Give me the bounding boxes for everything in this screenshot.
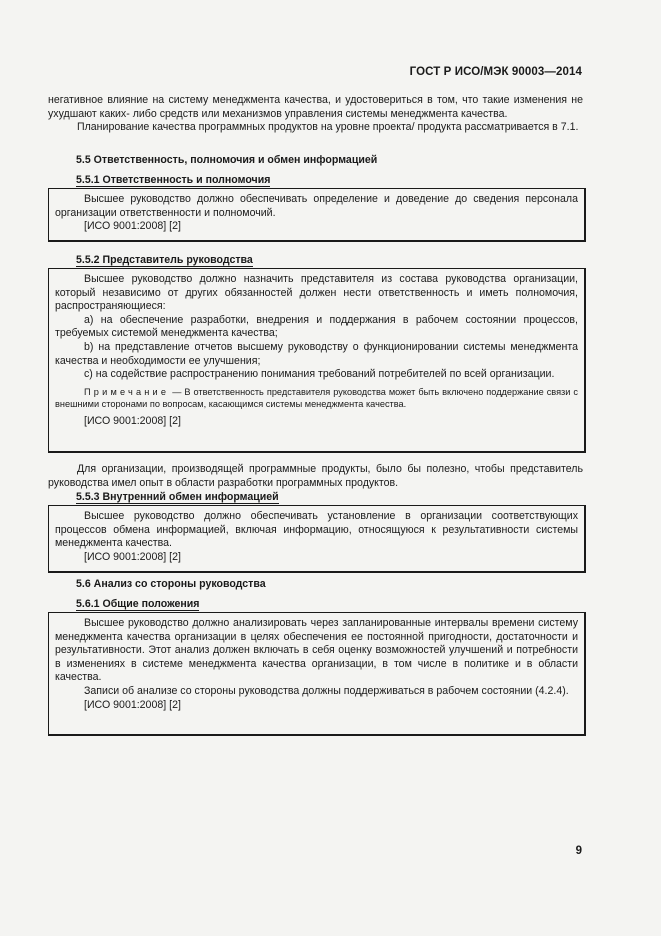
section-5-5-2-heading: 5.5.2 Представитель руководства xyxy=(76,254,253,266)
note-label: Примечание xyxy=(84,386,170,397)
section-5-6-1-box xyxy=(48,612,586,736)
list-item-b: b) на представление отчетов высшему руководству о функционировании системы менеджмента качества и необходимости ее улучшения; xyxy=(55,340,578,367)
section-5-6-1-ref: [ИСО 9001:2008] [2] xyxy=(84,698,181,711)
list-item-c: c) на содействие распространению понимания требований потребителей по всей организации. xyxy=(84,368,555,381)
section-5-5-3-box xyxy=(48,505,586,573)
section-5-5-3-text: Высшее руководство должно обеспечивать установление в организации соответствующих процессов обмена информацией, включая информацию, относящуюся к результативности системы менеджмента качества. xyxy=(55,510,578,550)
between-paragraph: Для организации, производящей программные продукты, было бы полезно, чтобы представитель руководства имел опыт в области разработки программных продуктов. xyxy=(48,463,583,489)
section-5-5-1-box xyxy=(48,188,586,242)
section-5-5-heading: 5.5 Ответственность, полномочия и обмен информацией xyxy=(76,154,378,166)
section-5-5-3-ref: [ИСО 9001:2008] [2] xyxy=(84,550,181,563)
section-5-5-1-text: Высшее руководство должно обеспечивать определение и доведение до сведения персонала организации ответственности и полномочий. xyxy=(55,193,578,219)
section-5-5-2-ref: [ИСО 9001:2008] [2] xyxy=(84,414,181,427)
document-header: ГОСТ Р ИСО/МЭК 90003—2014 xyxy=(409,66,582,78)
section-5-5-2-box xyxy=(48,268,586,453)
section-5-5-1-ref: [ИСО 9001:2008] [2] xyxy=(84,220,181,233)
intro-paragraph-1: негативное влияние на систему менеджмента качества, и удостовериться в том, что такие изменения не ухудшают каких- либо средств или механизмов управления системы менеджмента качества. xyxy=(48,94,583,120)
between-text xyxy=(48,463,583,490)
note-text: — В ответственность представителя руководства может быть включено поддержание связи с внешними сторонами по вопросам, касающимся системы менеджмента качества. xyxy=(55,386,578,410)
section-5-5-1-heading: 5.5.1 Ответственность и полномочия xyxy=(76,174,271,186)
section-5-6-1-heading: 5.6.1 Общие положения xyxy=(76,598,200,610)
note xyxy=(55,386,578,411)
intro-text xyxy=(48,94,583,135)
page-number: 9 xyxy=(575,845,582,857)
section-5-6-1-text: Высшее руководство должно анализировать через запланированные интервалы времени систему менеджмента качества организации в целях обеспечения ее постоянной пригодности, достаточности и результативности. Этот анализ должен включать в себя оценку возможностей улучшений и потребности в изменениях в системе менеджмента качества организации, в том числе в политике и в области качества. xyxy=(55,617,578,684)
section-5-6-heading: 5.6 Анализ со стороны руководства xyxy=(76,578,266,590)
list-item-a: a) на обеспечение разработки, внедрения и поддержания в рабочем состоянии процессов, требуемых системой менеджмента качества; xyxy=(55,313,578,340)
intro-paragraph-2: Планирование качества программных продуктов на уровне проекта/ продукта рассматривается в 7.1. xyxy=(77,121,579,134)
section-5-5-3-heading: 5.5.3 Внутренний обмен информацией xyxy=(76,491,279,503)
section-5-5-2-text: Высшее руководство должно назначить представителя из состава руководства организации, который независимо от других обязанностей должен нести ответственность и иметь полномочия, распространяющиеся: xyxy=(55,273,578,313)
section-5-6-1-text-2: Записи об анализе со стороны руководства должны поддерживаться в рабочем состоянии (4.2.4). xyxy=(84,684,569,697)
